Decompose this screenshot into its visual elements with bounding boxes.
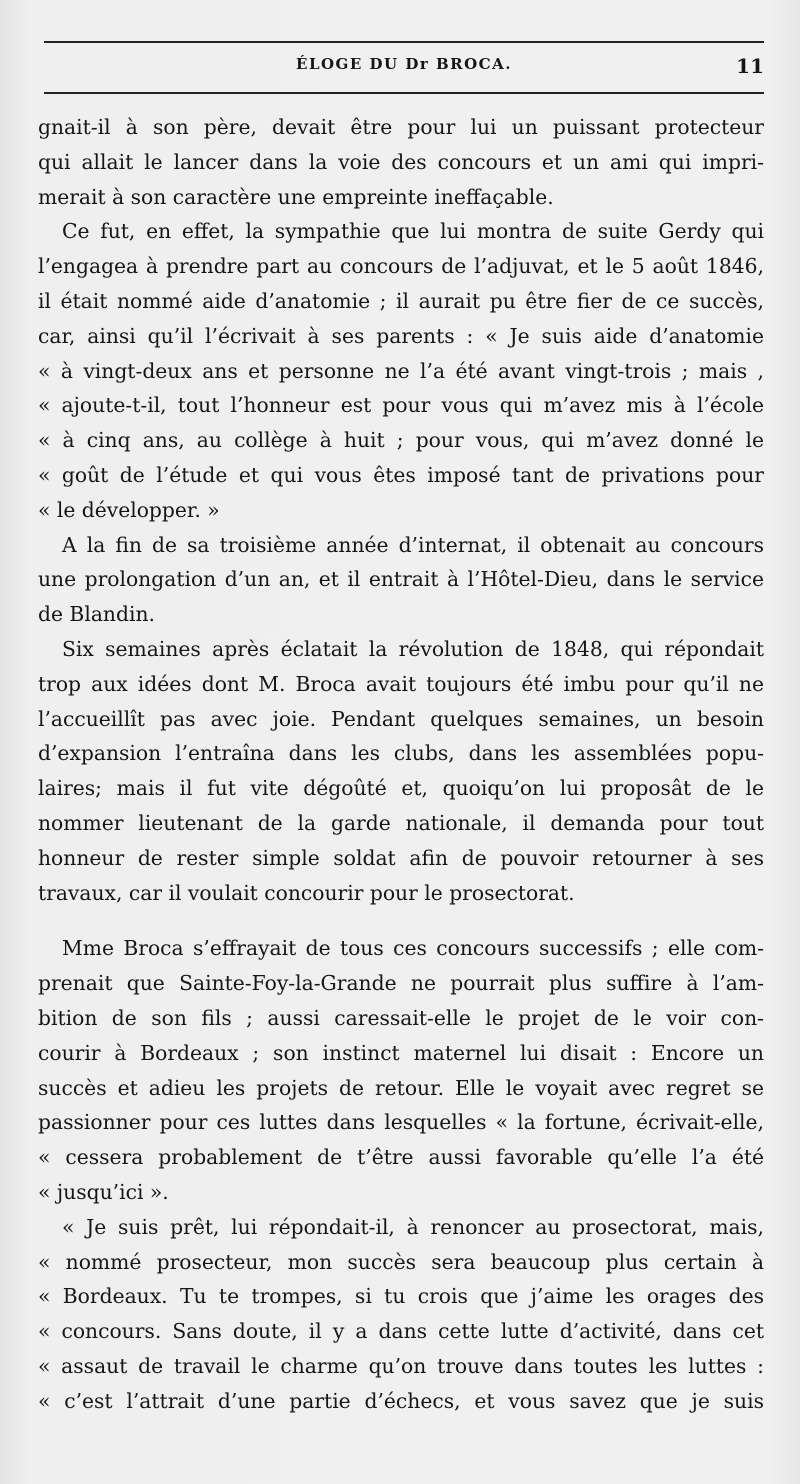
text-line: merait à son caractère une empreinte ineffaçable. (38, 184, 554, 209)
text-line: trop aux idées dont M. Broca avait toujours été imbu pour qu’il ne (38, 671, 764, 696)
page-number: 11 (736, 54, 764, 78)
text-line: il était nommé aide d’anatomie ; il aurait pu être fier de ce succès, (38, 288, 764, 313)
text-line: « jusqu’ici ». (38, 1179, 169, 1204)
text-line: « à cinq ans, au collège à huit ; pour vous, qui m’avez donné le (38, 428, 764, 453)
text-line: d’expansion l’entraîna dans les clubs, dans les assemblées popu- (38, 741, 764, 766)
text-line: car, ainsi qu’il l’écrivait à ses parents : « Je suis aide d’anatomie (38, 323, 764, 348)
text-line: A la fin de sa troisième année d’internat, il obtenait au concours (62, 532, 764, 557)
text-line: une prolongation d’un an, et il entrait à l’Hôtel-Dieu, dans le service (38, 567, 764, 592)
text-line: « ajoute-t-il, tout l’honneur est pour vous qui m’avez mis à l’école (38, 393, 764, 418)
text-line: l’engagea à prendre part au concours de l’adjuvat, et le 5 août 1846, (38, 254, 764, 279)
text-line: qui allait le lancer dans la voie des concours et un ami qui impri- (38, 149, 764, 174)
text-line: Mme Broca s’effrayait de tous ces concours successifs ; elle com- (62, 936, 764, 961)
text-line: nommer lieutenant de la garde nationale, il demanda pour tout (38, 810, 764, 835)
text-line: laires; mais il fut vite dégoûté et, quoiqu’on lui proposât de le (38, 776, 764, 801)
text-line: « cessera probablement de t’être aussi favorable qu’elle l’a été (38, 1145, 764, 1170)
body-text (38, 110, 764, 1418)
text-line: Ce fut, en effet, la sympathie que lui montra de suite Gerdy qui (62, 219, 764, 244)
text-line: prenait que Sainte-Foy-la-Grande ne pourrait plus suffire à l’am- (38, 971, 764, 996)
header-bottom-rule (44, 92, 764, 94)
text-line: « concours. Sans doute, il y a dans cette lutte d’activité, dans cet (38, 1319, 764, 1344)
text-line: succès et adieu les projets de retour. Elle le voyait avec regret se (38, 1075, 764, 1100)
text-line: Six semaines après éclatait la révolution de 1848, qui répondait (62, 636, 764, 661)
text-line: de Blandin. (38, 602, 155, 627)
text-line: passionner pour ces luttes dans lesquelles « la fortune, écrivait-elle, (38, 1110, 764, 1135)
text-line: travaux, car il voulait concourir pour le prosectorat. (38, 880, 575, 905)
text-line: « nommé prosecteur, mon succès sera beaucoup plus certain à (38, 1249, 764, 1274)
text-line: « le développer. » (38, 497, 220, 522)
text-line: courir à Bordeaux ; son instinct maternel lui disait : Encore un (38, 1040, 764, 1065)
text-line: « Je suis prêt, lui répondait-il, à renoncer au prosectorat, mais, (62, 1214, 764, 1239)
text-line: l’accueillît pas avec joie. Pendant quelques semaines, un besoin (38, 706, 764, 731)
text-line: « goût de l’étude et qui vous êtes imposé tant de privations pour (38, 462, 764, 487)
text-line: gnait-il à son père, devait être pour lui un puissant protecteur (38, 115, 764, 139)
paragraph-gap (38, 910, 764, 931)
text-line: « assaut de travail le charme qu’on trouve dans toutes les luttes : (38, 1353, 764, 1378)
text-line: bition de son fils ; aussi caressait-elle le projet de le voir con- (38, 1005, 764, 1030)
text-line: « c’est l’attrait d’une partie d’échecs, et vous savez que je suis (38, 1388, 764, 1413)
running-title: ÉLOGE DU Dr BROCA. (296, 55, 512, 73)
text-line: honneur de rester simple soldat afin de pouvoir retourner à ses (38, 845, 764, 870)
text-line: « Bordeaux. Tu te trompes, si tu crois que j’aime les orages des (38, 1284, 764, 1309)
header-top-rule (44, 41, 764, 43)
text-line: « à vingt-deux ans et personne ne l’a été avant vingt-trois ; mais , (38, 358, 764, 383)
